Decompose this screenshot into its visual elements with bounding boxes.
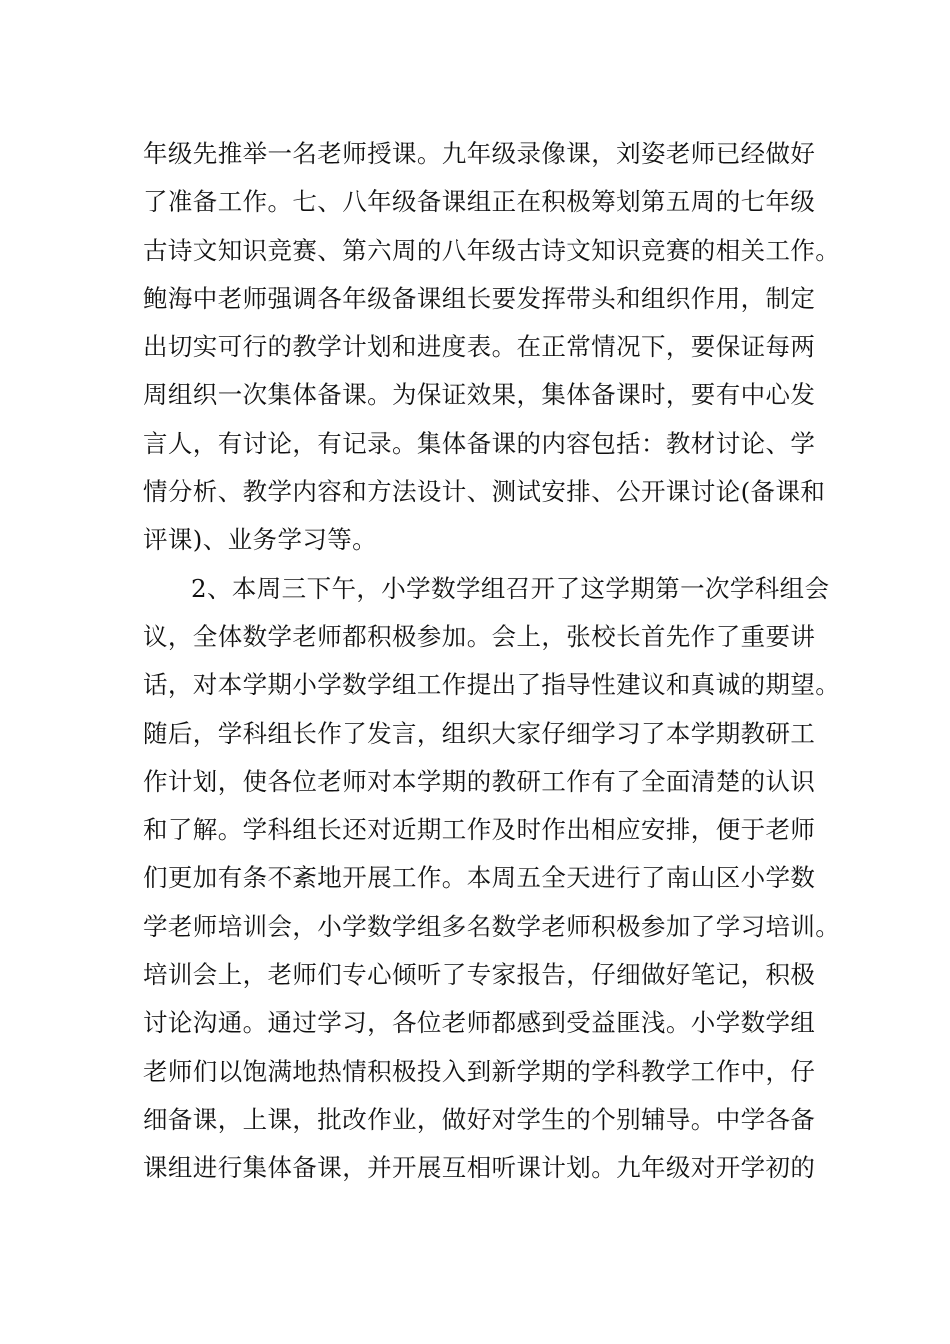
- text-line: 了准备工作。七、八年级备课组正在积极筹划第五周的七年级: [143, 187, 816, 217]
- text-line: 和了解。学科组长还对近期工作及时作出相应安排，便于老师: [143, 815, 816, 845]
- text-line: 课组进行集体备课，并开展互相听课计划。九年级对开学初的: [143, 1153, 816, 1183]
- text-line: 老师们以饱满地热情积极投入到新学期的学科教学工作中，仔: [143, 1056, 816, 1086]
- body-text: [143, 130, 841, 1193]
- text-line: 讨论沟通。通过学习，各位老师都感到受益匪浅。小学数学组: [143, 1008, 816, 1038]
- text-line: 细备课，上课，批改作业，做好对学生的个别辅导。中学各备: [143, 1104, 816, 1134]
- text-line: 话，对本学期小学数学组工作提出了指导性建议和真诚的期望。: [143, 670, 841, 700]
- text-line: 培训会上，老师们专心倾听了专家报告，仔细做好笔记，积极: [143, 960, 816, 990]
- text-line: 们更加有条不紊地开展工作。本周五全天进行了南山区小学数: [143, 863, 816, 893]
- paragraph-start-line: 2、本周三下午，小学数学组召开了这学期第一次学科组会: [191, 573, 830, 603]
- text-line: 古诗文知识竞赛、第六周的八年级古诗文知识竞赛的相关工作。: [143, 235, 841, 265]
- text-line: 言人，有讨论，有记录。集体备课的内容包括：教材讨论、学: [143, 428, 816, 458]
- text-line: 作计划，使各位老师对本学期的教研工作有了全面清楚的认识: [143, 766, 816, 796]
- text-line: 随后，学科组长作了发言，组织大家仔细学习了本学期教研工: [143, 718, 816, 748]
- text-line: 鲍海中老师强调各年级备课组长要发挥带头和组织作用，制定: [143, 283, 816, 313]
- text-line: 学老师培训会，小学数学组多名数学老师积极参加了学习培训。: [143, 911, 841, 941]
- text-line: 年级先推举一名老师授课。九年级录像课，刘姿老师已经做好: [143, 139, 816, 168]
- text-line: 议，全体数学老师都积极参加。会上，张校长首先作了重要讲: [143, 621, 816, 651]
- text-line: 周组织一次集体备课。为保证效果，集体备课时，要有中心发: [143, 380, 816, 410]
- text-line: 情分析、教学内容和方法设计、测试安排、公开课讨论(备课和: [143, 477, 826, 507]
- text-line: 出切实可行的教学计划和进度表。在正常情况下，要保证每两: [143, 332, 816, 362]
- text-line: 评课)、业务学习等。: [143, 525, 378, 555]
